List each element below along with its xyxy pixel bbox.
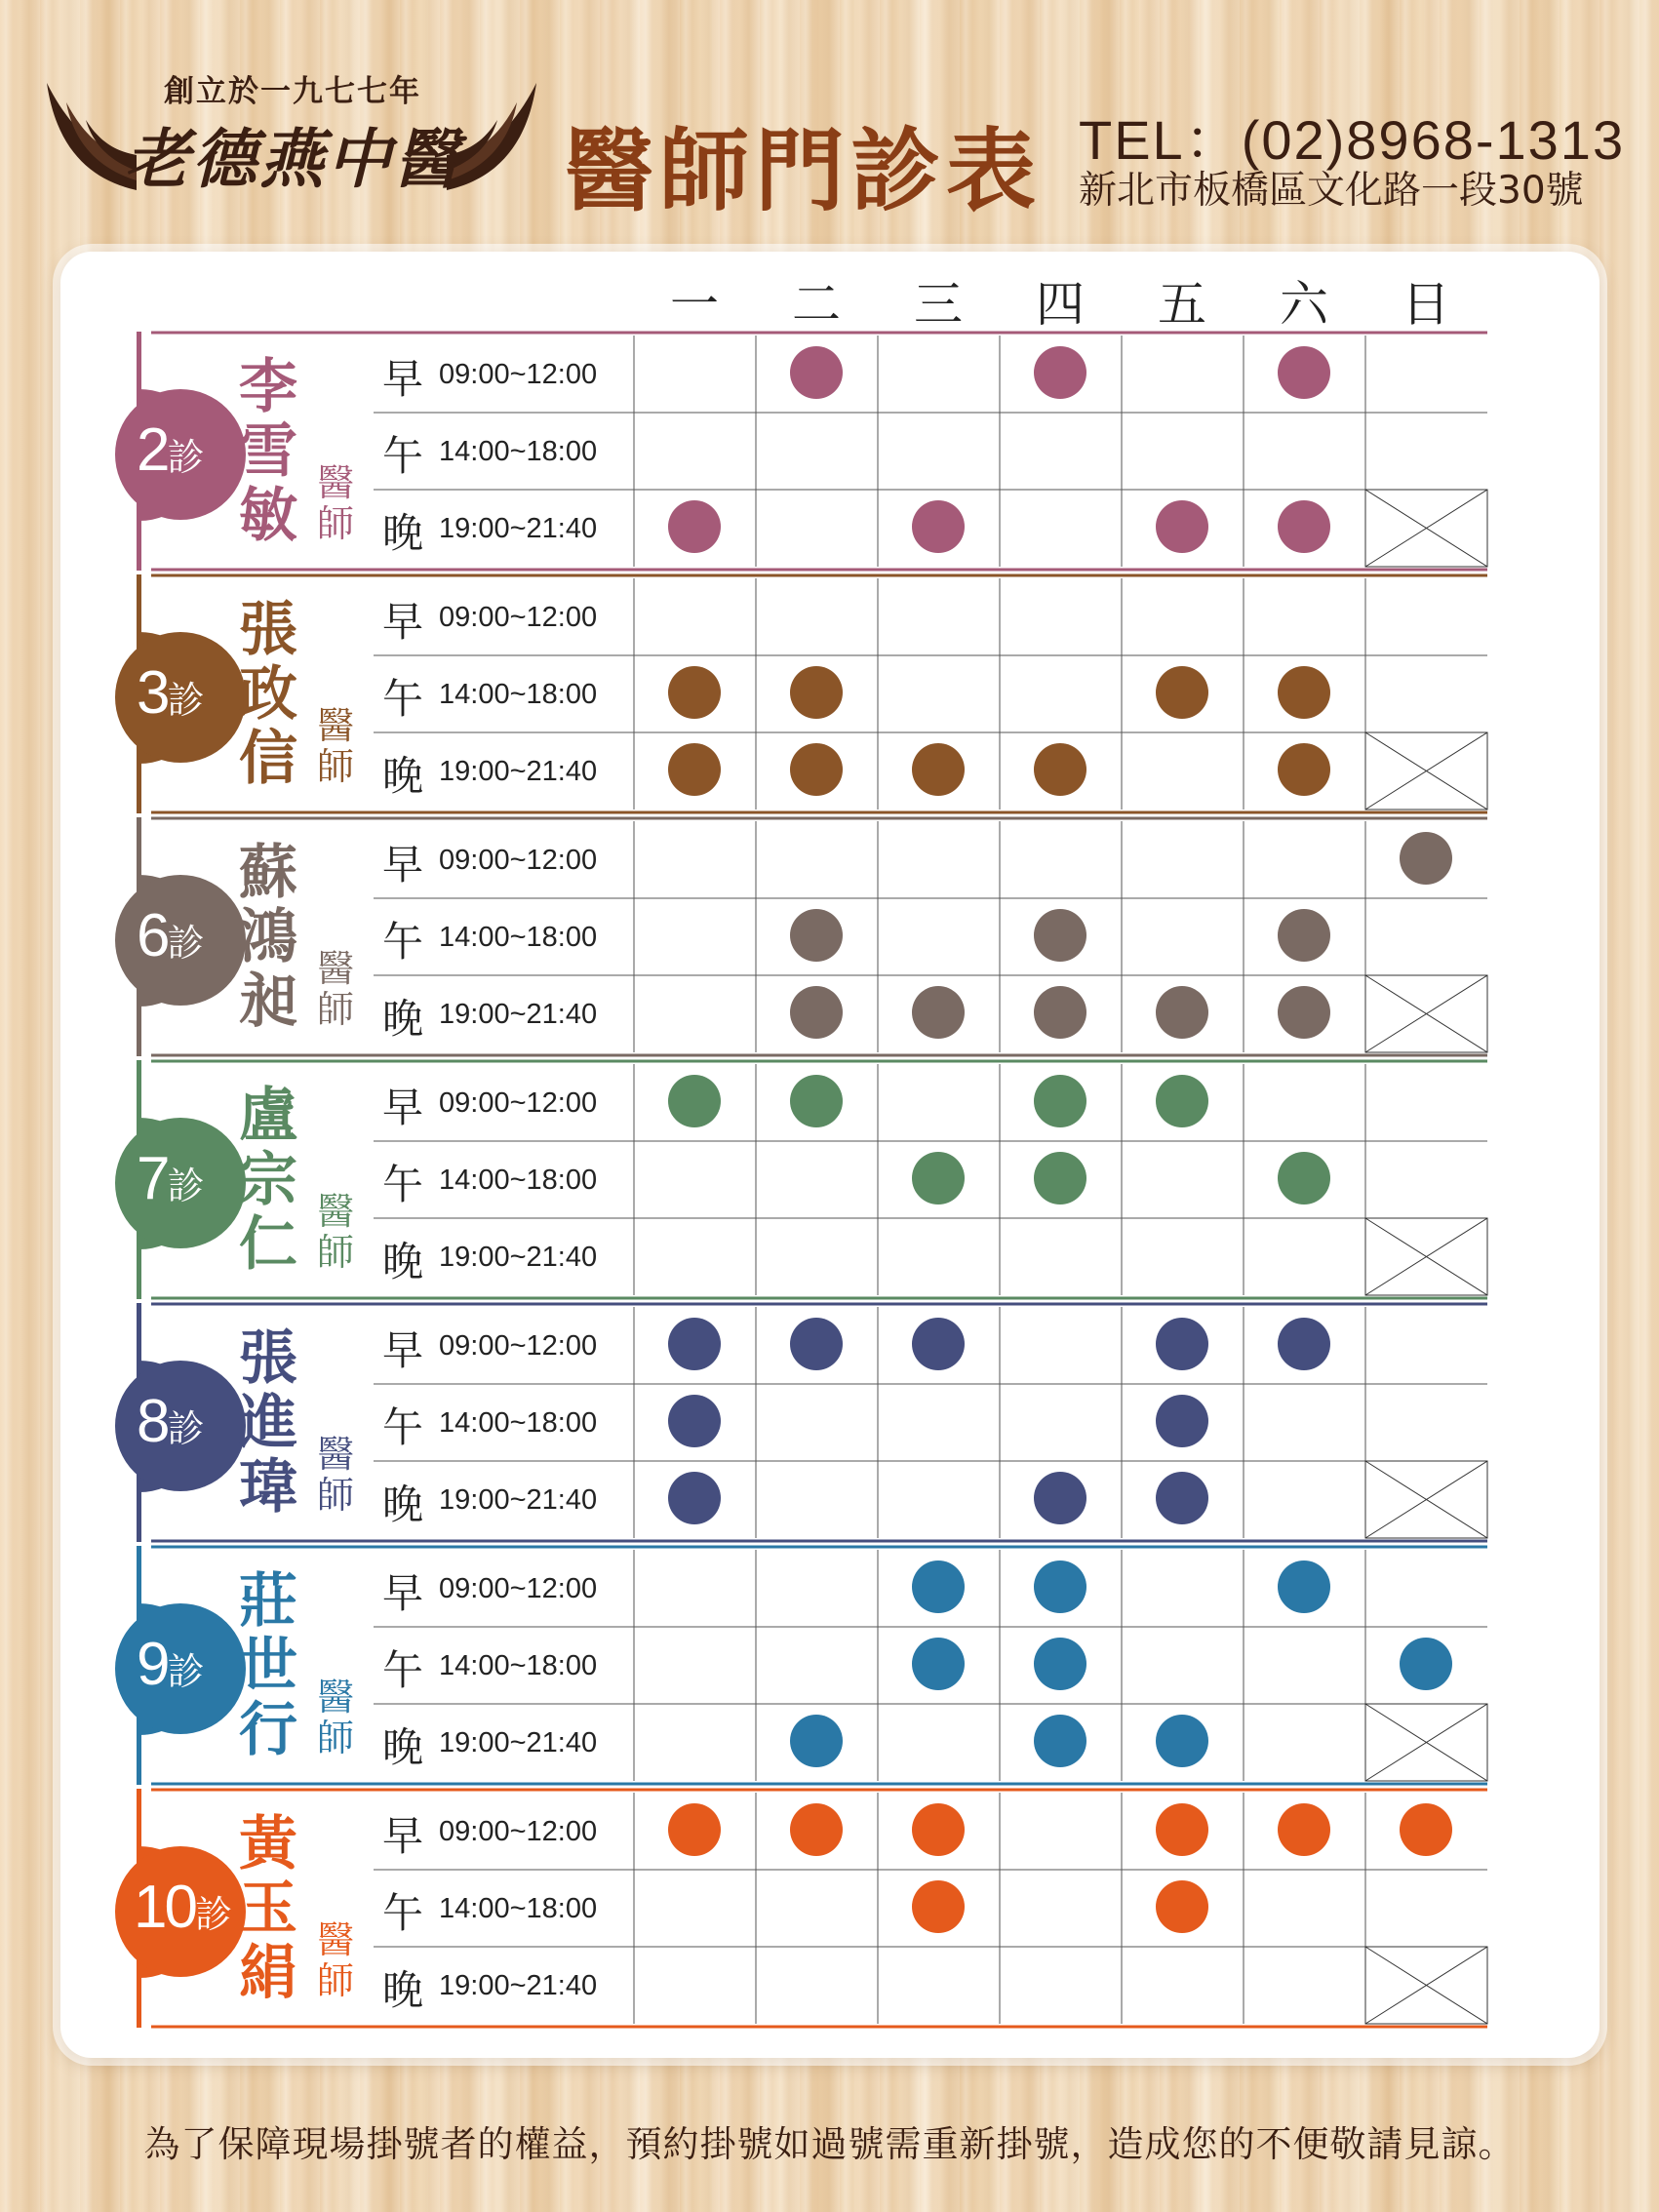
schedule-dot: [668, 666, 721, 719]
room-label: [137, 901, 205, 970]
day-header: 三: [914, 276, 963, 333]
slot-name: 午: [382, 918, 424, 966]
slot-time: 19:00~21:40: [439, 999, 598, 1030]
slot-time: 14:00~18:00: [439, 1407, 598, 1439]
slot-name: 晚: [382, 1481, 424, 1528]
room-number: 9: [137, 1631, 168, 1698]
slot-name: 晚: [382, 509, 424, 557]
slot-time: 14:00~18:00: [439, 1165, 598, 1196]
slot-time: 14:00~18:00: [439, 1893, 598, 1924]
schedule-dot: [1156, 1472, 1208, 1524]
room-suffix: 診: [167, 1407, 205, 1450]
day-header: 四: [1036, 276, 1085, 333]
slot-name: 晚: [382, 1238, 424, 1285]
slot-time: 14:00~18:00: [439, 922, 598, 953]
slot-name: 午: [382, 1403, 424, 1451]
doctor-name: 李雪敏: [239, 353, 297, 550]
slot-name: 早: [382, 1084, 424, 1131]
schedule-dot: [790, 1318, 843, 1370]
slot-name: 午: [382, 432, 424, 480]
schedule-dot: [1156, 500, 1208, 553]
schedule-dot: [912, 1560, 965, 1613]
room-number: 3: [137, 659, 168, 727]
slot-name: 早: [382, 598, 424, 646]
slot-time: 09:00~12:00: [439, 359, 598, 390]
slot-time: 19:00~21:40: [439, 1970, 598, 2001]
slot-time: 09:00~12:00: [439, 845, 598, 876]
schedule-dot: [1156, 1715, 1208, 1767]
slot-time: 09:00~12:00: [439, 1087, 598, 1119]
day-header: 五: [1158, 276, 1206, 333]
doctor-title: 醫師: [316, 1190, 354, 1274]
day-header: 一: [670, 276, 719, 333]
schedule-dot: [1034, 346, 1086, 399]
footer-notice: 為了保障現場掛號者的權益，預約掛號如過號需重新掛號，造成您的不便敬請見諒。: [143, 2123, 1516, 2165]
slot-time: 19:00~21:40: [439, 1242, 598, 1273]
room-number: 7: [137, 1145, 168, 1212]
schedule-dot: [912, 986, 965, 1039]
doctor-title: 醫師: [316, 1676, 354, 1759]
schedule-dot: [912, 743, 965, 796]
doctor-name: 蘇鴻昶: [239, 839, 297, 1036]
slot-name: 午: [382, 1889, 424, 1937]
slot-name: 晚: [382, 752, 424, 800]
schedule-dot: [668, 1075, 721, 1127]
schedule-dot: [790, 1715, 843, 1767]
slot-time: 19:00~21:40: [439, 1727, 598, 1758]
slot-name: 早: [382, 355, 424, 403]
slot-name: 早: [382, 1569, 424, 1617]
schedule-dot: [790, 986, 843, 1039]
slot-time: 19:00~21:40: [439, 1484, 598, 1516]
slot-name: 早: [382, 1812, 424, 1860]
schedule-dot: [912, 500, 965, 553]
schedule-dot: [1278, 666, 1330, 719]
schedule-dot: [1034, 1560, 1086, 1613]
slot-name: 晚: [382, 1723, 424, 1771]
room-label: [137, 658, 205, 728]
room-label: [134, 1873, 232, 1942]
day-header: 二: [792, 276, 841, 333]
doctor-name: 張進瑋: [239, 1324, 297, 1521]
schedule-dot: [1156, 1803, 1208, 1856]
room-number: 2: [137, 416, 168, 484]
schedule-dot: [790, 666, 843, 719]
schedule-dot: [1278, 1318, 1330, 1370]
schedule-dot: [1034, 1472, 1086, 1524]
slot-name: 晚: [382, 1966, 424, 2014]
doctor-title: 醫師: [316, 1918, 354, 2002]
room-label: [137, 1387, 205, 1456]
schedule-dot: [1156, 1318, 1208, 1370]
schedule-dot: [1034, 1075, 1086, 1127]
schedule-dot: [1156, 1075, 1208, 1127]
room-label: [137, 1144, 205, 1213]
schedule-dot: [912, 1318, 965, 1370]
doctor-title: 醫師: [316, 704, 354, 788]
room-label: [137, 415, 205, 485]
schedule-dot: [1400, 1638, 1452, 1690]
schedule-dot: [1400, 1803, 1452, 1856]
slot-name: 午: [382, 675, 424, 723]
schedule-dot: [1278, 1152, 1330, 1205]
room-suffix: 診: [194, 1893, 232, 1936]
room-number: 10: [134, 1874, 195, 1941]
room-suffix: 診: [167, 1165, 205, 1207]
slot-name: 午: [382, 1161, 424, 1208]
room-suffix: 診: [167, 679, 205, 722]
schedule-dot: [1278, 1560, 1330, 1613]
slot-name: 早: [382, 841, 424, 889]
slot-time: 19:00~21:40: [439, 756, 598, 787]
schedule-dot: [1034, 909, 1086, 962]
schedule-dot: [1034, 1152, 1086, 1205]
room-suffix: 診: [167, 922, 205, 965]
slot-time: 19:00~21:40: [439, 513, 598, 544]
schedule-dot: [668, 1472, 721, 1524]
schedule-dot: [1034, 1638, 1086, 1690]
room-suffix: 診: [167, 436, 205, 479]
address: 新北市板橋區文化路一段30號: [1079, 169, 1584, 213]
day-header: 日: [1402, 276, 1450, 333]
slot-name: 早: [382, 1326, 424, 1374]
schedule-dot: [790, 1075, 843, 1127]
schedule-dot: [1034, 986, 1086, 1039]
schedule-dot: [1400, 832, 1452, 885]
room-number: 6: [137, 902, 168, 969]
schedule-dot: [1034, 743, 1086, 796]
doctor-title: 醫師: [316, 461, 354, 545]
schedule-dot: [790, 743, 843, 796]
room-number: 8: [137, 1388, 168, 1455]
schedule-dot: [1278, 346, 1330, 399]
schedule-dot: [1278, 1803, 1330, 1856]
schedule-dot: [668, 1803, 721, 1856]
logo-name: 老德燕中醫: [125, 121, 461, 197]
slot-time: 09:00~12:00: [439, 1330, 598, 1362]
schedule-dot: [668, 1318, 721, 1370]
slot-time: 09:00~12:00: [439, 1816, 598, 1847]
slot-time: 09:00~12:00: [439, 1573, 598, 1604]
schedule-dot: [1278, 500, 1330, 553]
schedule-dot: [912, 1803, 965, 1856]
page-title: 醫師門診表: [564, 119, 1043, 223]
slot-time: 09:00~12:00: [439, 602, 598, 633]
schedule-dot: [1278, 743, 1330, 796]
schedule-dot: [668, 1395, 721, 1447]
room-suffix: 診: [167, 1650, 205, 1693]
logo-subtitle: 創立於一九七七年: [164, 74, 421, 109]
doctor-title: 醫師: [316, 947, 354, 1031]
schedule-dot: [1156, 986, 1208, 1039]
schedule-dot: [1156, 1395, 1208, 1447]
slot-name: 晚: [382, 995, 424, 1043]
day-header: 六: [1280, 276, 1328, 333]
doctor-name: 盧宗仁: [239, 1082, 297, 1279]
schedule-dot: [668, 500, 721, 553]
schedule-dot: [1278, 909, 1330, 962]
slot-name: 午: [382, 1646, 424, 1694]
schedule-dot: [1034, 1715, 1086, 1767]
telephone: TEL：(02)8968-1313: [1079, 109, 1626, 171]
doctor-name: 莊世行: [239, 1567, 297, 1764]
doctor-name: 黃玉絹: [239, 1810, 297, 2007]
room-label: [137, 1630, 205, 1699]
slot-time: 14:00~18:00: [439, 436, 598, 467]
schedule-dot: [912, 1638, 965, 1690]
schedule-dot: [668, 743, 721, 796]
schedule-dot: [1156, 1880, 1208, 1933]
slot-time: 14:00~18:00: [439, 1650, 598, 1681]
schedule-dot: [912, 1152, 965, 1205]
schedule-dot: [912, 1880, 965, 1933]
doctor-title: 醫師: [316, 1433, 354, 1517]
doctor-name: 張政信: [239, 596, 297, 793]
slot-time: 14:00~18:00: [439, 679, 598, 710]
schedule-dot: [790, 1803, 843, 1856]
schedule-dot: [790, 346, 843, 399]
schedule-dot: [1156, 666, 1208, 719]
schedule-dot: [1278, 986, 1330, 1039]
schedule-dot: [790, 909, 843, 962]
